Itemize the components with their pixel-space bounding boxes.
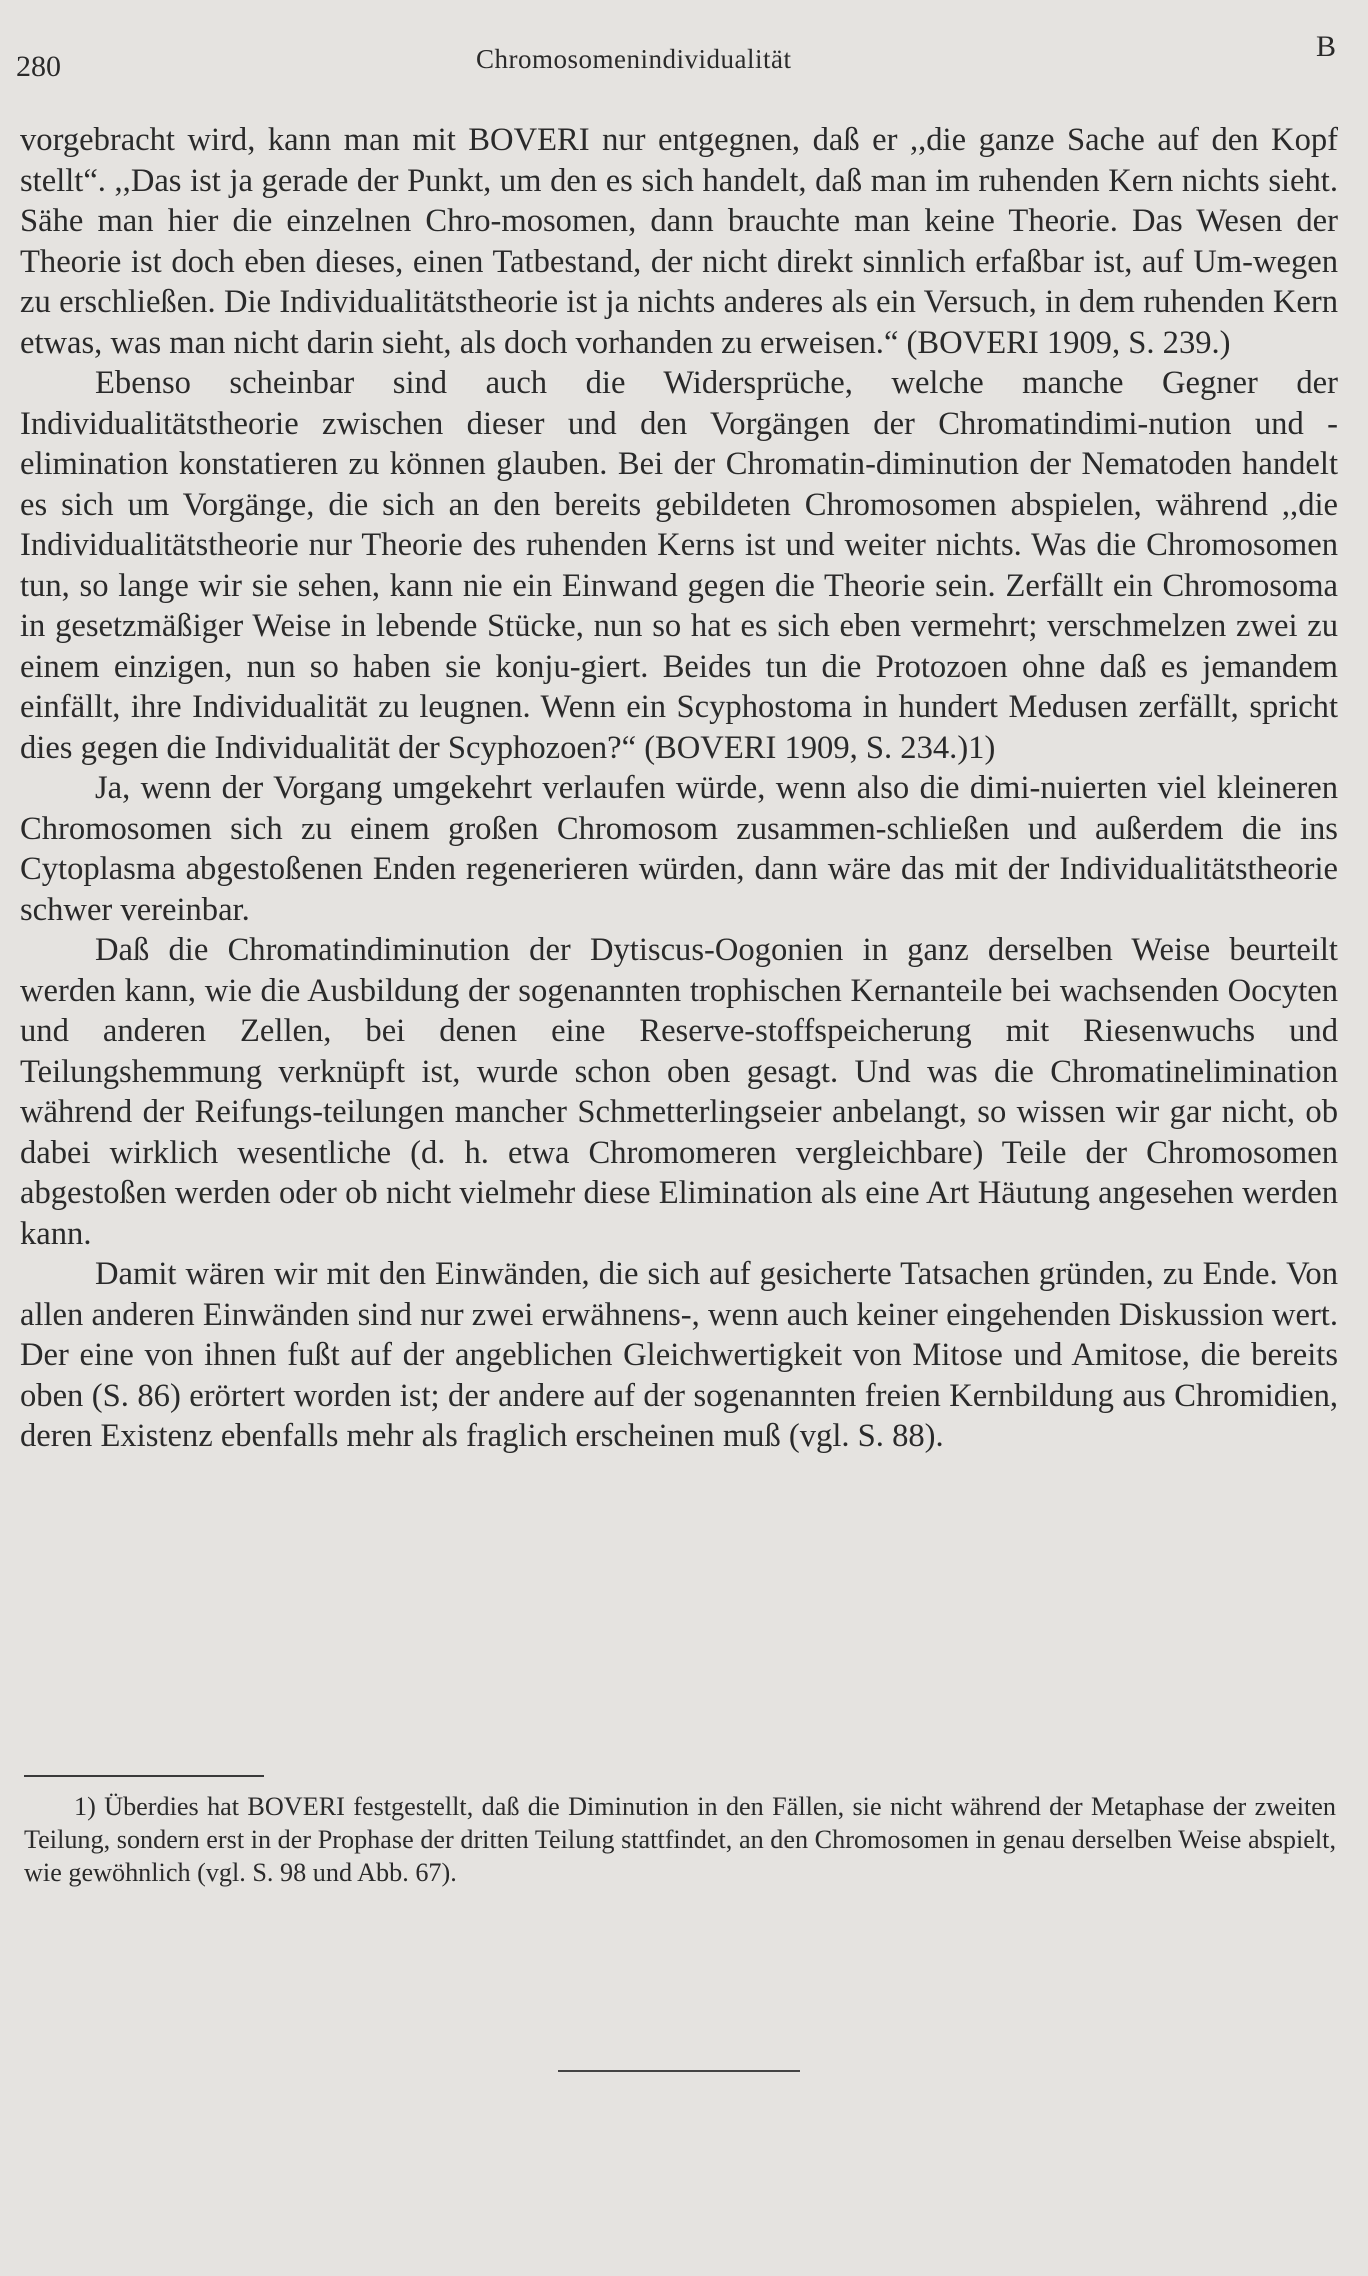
body-text [20, 120, 1338, 1457]
paragraph: Damit wären wir mit den Einwänden, die sich auf gesicherte Tatsachen gründen, zu Ende. Von allen anderen Einwänden sind nur zwei erwähnens-, wenn auch keiner eingehenden Diskussion wert. Der eine von ihnen fußt auf der angeblichen Gleichwertigkeit von Mitose und Amitose, die bereits oben (S. 86) erörtert worden ist; der andere auf der sogenannten freien Kernbildung aus Chromidien, deren Existenz ebenfalls mehr als fraglich erscheinen muß (vgl. S. 88). [20, 1256, 1338, 1454]
signature-mark: B [1315, 30, 1336, 63]
footnote-divider [24, 1775, 264, 1777]
end-divider [558, 2070, 800, 2072]
running-head: Chromosomenindividualität [476, 44, 792, 74]
page-header [16, 30, 1336, 90]
paragraph: vorgebracht wird, kann man mit BOVERI nur entgegnen, daß er ,,die ganze Sache auf den Kopf stellt“. ,,Das ist ja gerade der Punkt, um den es sich handelt, daß man im ruhenden Kern nichts sieht. Sähe man hier die einzelnen Chro-mosomen, dann brauchte man keine Theorie. Das Wesen der Theorie ist doch eben dieses, einen Tatbestand, der nicht direkt sinnlich erfaßbar ist, auf Um-wegen zu erschließen. Die Individualitätstheorie ist ja nichts anderes als ein Versuch, in dem ruhenden Kern etwas, was man nicht darin sieht, als doch vorhanden zu erweisen.“ (BOVERI 1909, S. 239.) [20, 122, 1338, 361]
footnote: 1) Überdies hat BOVERI festgestellt, daß die Diminution in den Fällen, sie nicht während der Metaphase der zweiten Teilung, sondern erst in der Prophase der dritten Teilung stattfindet, an den Chromosomen in genau derselben Weise abspielt, wie gewöhnlich (vgl. S. 98 und Abb. 67). [24, 1792, 1336, 1887]
paragraph: Ebenso scheinbar sind auch die Widersprüche, welche manche Gegner der Individualitätstheorie zwischen dieser und den Vorgängen der Chromatindimi-nution und -elimination konstatieren zu können glauben. Bei der Chromatin-diminution der Nematoden handelt es sich um Vorgänge, die sich an den bereits gebildeten Chromosomen abspielen, während ,,die Individualitätstheorie nur Theorie des ruhenden Kerns ist und weiter nichts. Was die Chromosomen tun, so lange wir sie sehen, kann nie ein Einwand gegen die Theorie sein. Zerfällt ein Chromosoma in gesetzmäßiger Weise in lebende Stücke, nun so hat es sich eben vermehrt; verschmelzen zwei zu einem einzigen, nun so haben sie konju-giert. Beides tun die Protozoen ohne daß es jemandem einfällt, ihre Individualität zu leugnen. Wenn ein Scyphostoma in hundert Medusen zerfällt, spricht dies gegen die Individualität der Scyphozoen?“ (BOVERI 1909, S. 234.)1) [20, 365, 1338, 766]
paragraph: Daß die Chromatindiminution der Dytiscus-Oogonien in ganz derselben Weise beurteilt werden kann, wie die Ausbildung der sogenannten trophischen Kernanteile bei wachsenden Oocyten und anderen Zellen, bei denen eine Reserve-stoffspeicherung mit Riesenwuchs und Teilungshemmung verknüpft ist, wurde schon oben gesagt. Und was die Chromatinelimination während der Reifungs-teilungen mancher Schmetterlingseier anbelangt, so wissen wir gar nicht, ob dabei wirklich wesentliche (d. h. etwa Chromomeren vergleichbare) Teile der Chromosomen abgestoßen werden oder ob nicht vielmehr diese Elimination als eine Art Häutung angesehen werden kann. [20, 932, 1338, 1252]
page-number: 280 [16, 50, 61, 83]
paragraph: Ja, wenn der Vorgang umgekehrt verlaufen würde, wenn also die dimi-nuierten viel kleineren Chromosomen sich zu einem großen Chromosom zusammen-schließen und außerdem die ins Cytoplasma abgestoßenen Enden regenerieren würden, dann wäre das mit der Individualitätstheorie schwer vereinbar. [20, 770, 1338, 928]
